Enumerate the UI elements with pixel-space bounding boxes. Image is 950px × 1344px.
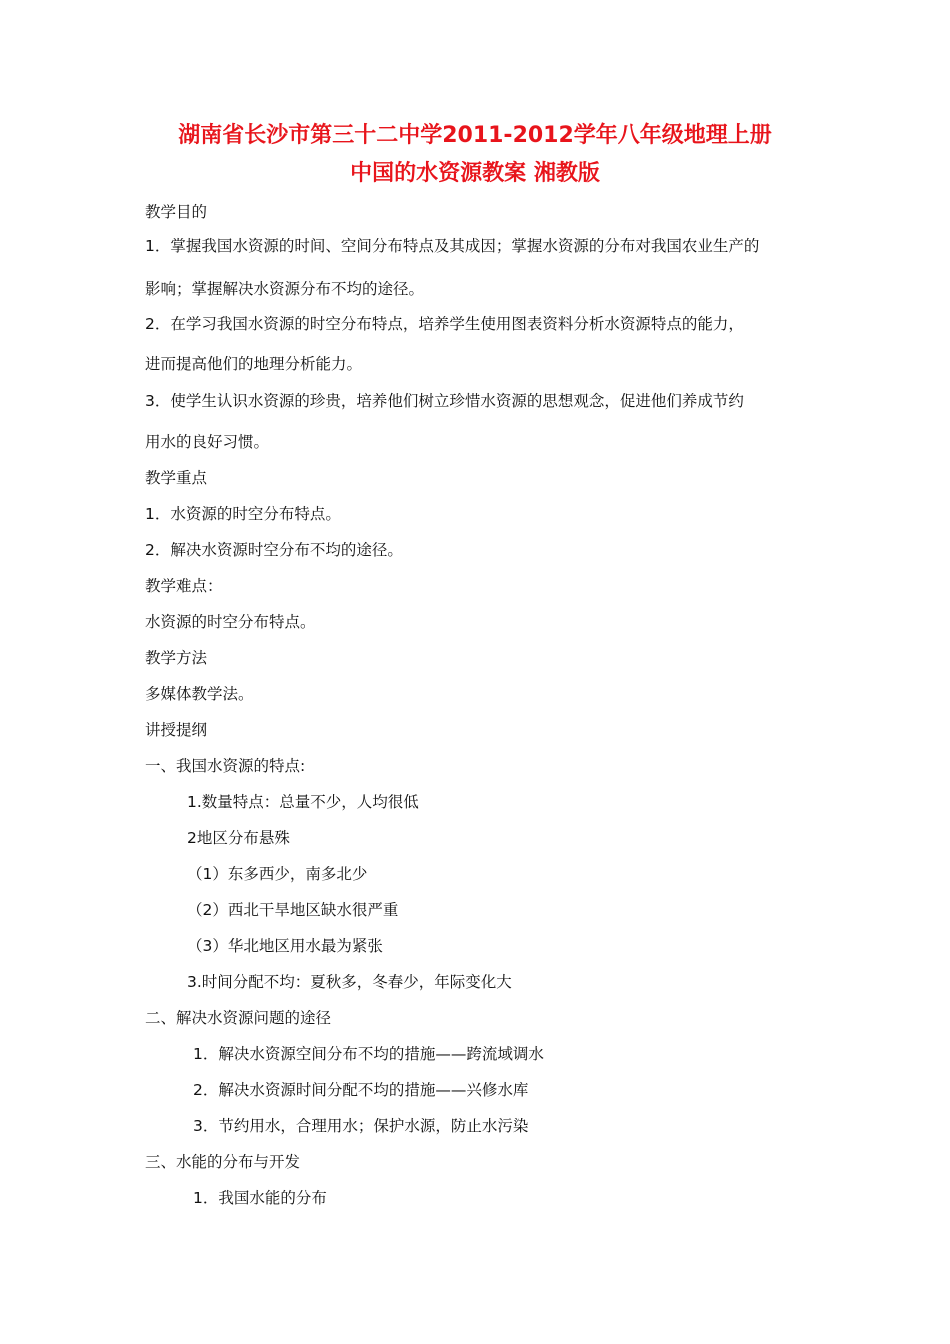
section-heading-outline: 讲授提纲: [145, 721, 208, 739]
outline-item-1-3: 3.时间分配不均：夏秋多，冬春少，年际变化大: [187, 973, 512, 991]
outline-item-1-2-3: （3）华北地区用水最为紧张: [187, 937, 383, 955]
goal-3-line-2: 用水的良好习惯。: [145, 433, 270, 451]
outline-item-3-1: 1．我国水能的分布: [193, 1189, 327, 1207]
outline-section-2: 二、解决水资源问题的途径: [145, 1009, 332, 1027]
outline-item-1-2-2: （2）西北干旱地区缺水很严重: [187, 901, 399, 919]
document-title-line-2: 中国的水资源教案 湘教版: [350, 161, 600, 186]
goal-2-line-1: 2．在学习我国水资源的时空分布特点，培养学生使用图表资料分析水资源特点的能力，: [145, 315, 744, 333]
document-title-line-1: 湖南省长沙市第三十二中学2011-2012学年八年级地理上册: [178, 123, 772, 148]
outline-item-2-3: 3．节约用水，合理用水；保护水源，防止水污染: [193, 1117, 529, 1135]
outline-item-2-2: 2．解决水资源时间分配不均的措施——兴修水库: [193, 1081, 529, 1099]
outline-section-3: 三、水能的分布与开发: [145, 1153, 301, 1171]
section-heading-key-points: 教学重点: [145, 469, 208, 487]
section-heading-goals: 教学目的: [145, 203, 208, 221]
outline-item-1-1: 1.数量特点：总量不少，人均很低: [187, 793, 419, 811]
key-point-1: 1．水资源的时空分布特点。: [145, 505, 341, 523]
method-1: 多媒体教学法。: [145, 685, 254, 703]
goal-1-line-1: 1．掌握我国水资源的时间、空间分布特点及其成因；掌握水资源的分布对我国农业生产的: [145, 237, 760, 255]
outline-item-1-2: 2地区分布悬殊: [187, 829, 290, 847]
goal-1-line-2: 影响；掌握解决水资源分布不均的途径。: [145, 280, 425, 298]
section-heading-method: 教学方法: [145, 649, 208, 667]
outline-section-1: 一、我国水资源的特点:: [145, 757, 306, 775]
key-point-2: 2．解决水资源时空分布不均的途径。: [145, 541, 403, 559]
difficulty-1: 水资源的时空分布特点。: [145, 613, 316, 631]
outline-item-1-2-1: （1）东多西少，南多北少: [187, 865, 368, 883]
section-heading-difficulties: 教学难点：: [145, 577, 223, 595]
goal-2-line-2: 进而提高他们的地理分析能力。: [145, 355, 363, 373]
outline-item-2-1: 1．解决水资源空间分布不均的措施——跨流域调水: [193, 1045, 544, 1063]
goal-3-line-1: 3．使学生认识水资源的珍贵，培养他们树立珍惜水资源的思想观念，促进他们养成节约: [145, 392, 744, 410]
